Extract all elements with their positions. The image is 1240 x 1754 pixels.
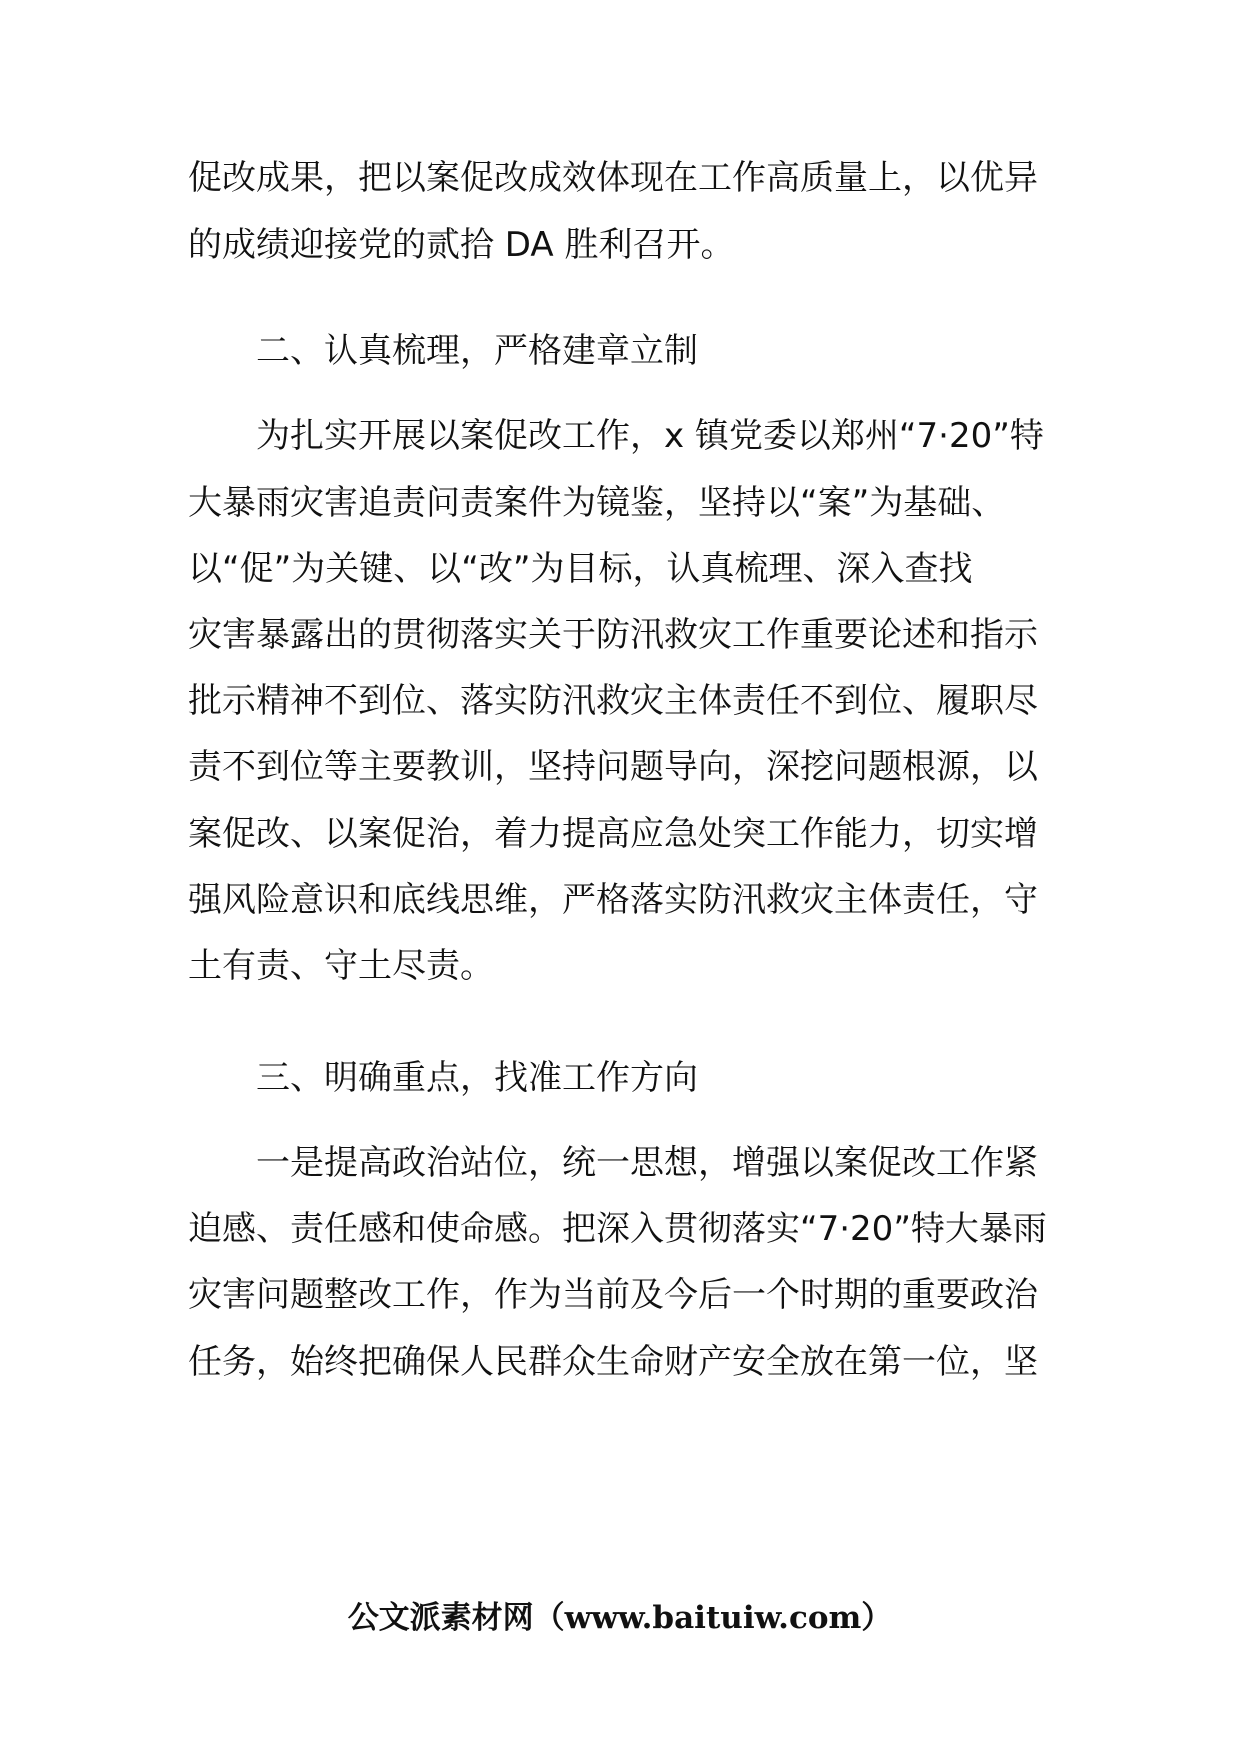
body-text-line: 任务，始终把确保人民群众生命财产安全放在第一位，坚	[188, 1342, 1038, 1382]
body-text-line: 批示精神不到位、落实防汛救灾主体责任不到位、履职尽	[188, 681, 1038, 721]
body-text-line: 促改成果，把以案促改成效体现在工作高质量上，以优异	[188, 158, 1038, 198]
body-text-line: 一是提高政治站位，统一思想，增强以案促改工作紧	[256, 1143, 1038, 1183]
body-text-line: 为扎实开展以案促改工作，x 镇党委以郑州“7·20”特	[256, 416, 1044, 456]
body-text-line: 灾害问题整改工作，作为当前及今后一个时期的重要政治	[188, 1275, 1038, 1315]
body-text-line: 责不到位等主要教训，坚持问题导向，深挖问题根源，以	[188, 747, 1038, 787]
body-text-line: 土有责、守土尽责。	[188, 946, 494, 986]
section-heading: 三、明确重点，找准工作方向	[256, 1058, 698, 1098]
body-text-line: 大暴雨灾害追责问责案件为镜鉴，坚持以“案”为基础、	[188, 483, 1006, 523]
body-text-line: 以“促”为关键、以“改”为目标，认真梳理、深入查找	[188, 549, 973, 589]
body-text-line: 的成绩迎接党的贰拾 DA 胜利召开。	[188, 225, 735, 265]
body-text-line: 迫感、责任感和使命感。把深入贯彻落实“7·20”特大暴雨	[188, 1209, 1047, 1249]
body-text-line: 案促改、以案促治，着力提高应急处突工作能力，切实增	[188, 814, 1038, 854]
body-text-line: 强风险意识和底线思维，严格落实防汛救灾主体责任，守	[188, 880, 1038, 920]
site-footer: 公文派素材网（www.baituiw.com）	[347, 1600, 893, 1636]
body-text-line: 灾害暴露出的贯彻落实关于防汛救灾工作重要论述和指示	[188, 615, 1038, 655]
section-heading: 二、认真梳理，严格建章立制	[256, 331, 698, 371]
